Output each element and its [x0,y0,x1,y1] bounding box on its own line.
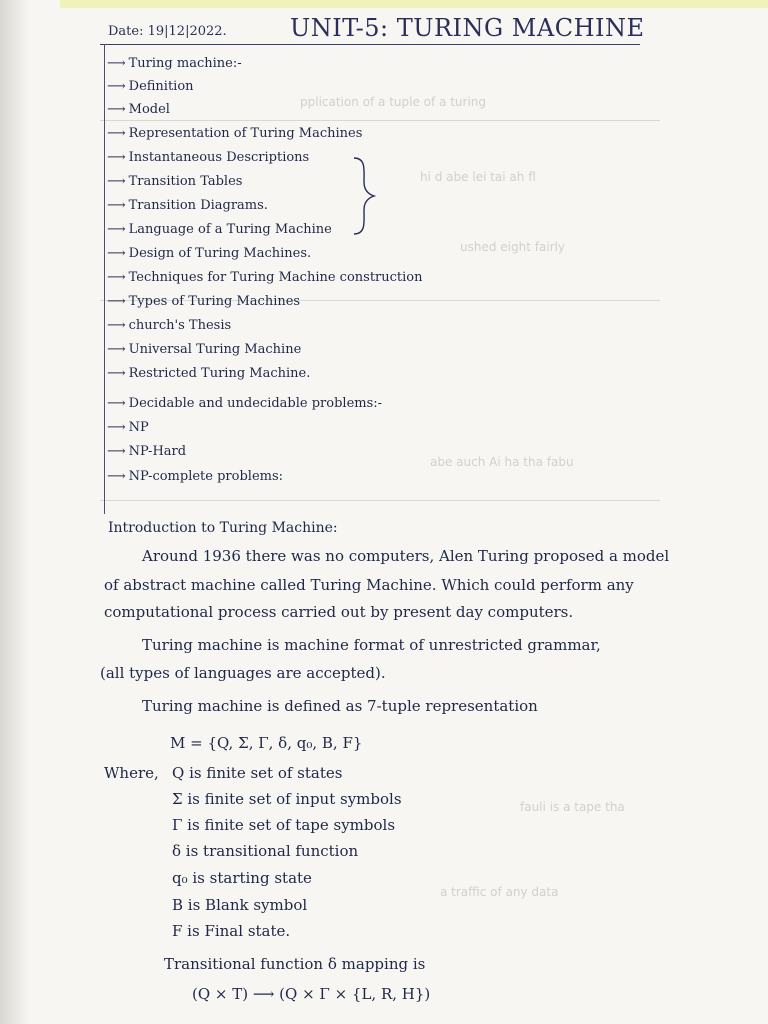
topic-item: ⟶ Restricted Turing Machine. [107,366,311,381]
definition-line: Q is finite set of states [172,764,343,782]
curly-brace-icon [352,156,376,236]
topic-item: ⟶ Representation of Turing Machines [107,126,363,141]
paragraph-line: Turing machine is machine format of unrestricted grammar, [142,636,601,654]
paragraph-line: (all types of languages are accepted). [100,664,386,682]
paragraph-line: of abstract machine called Turing Machine. Which could perform any [104,576,634,594]
arrow-icon: ⟶ [107,420,126,435]
topic-item: ⟶ Techniques for Turing Machine construction [107,270,423,285]
page-binding-shadow [0,0,30,1024]
arrow-icon: ⟶ [107,444,126,459]
topic-item: ⟶ Universal Turing Machine [107,342,302,357]
arrow-icon: ⟶ [107,294,126,309]
definition-line: Γ is finite set of tape symbols [172,816,396,834]
paragraph-line: Turing machine is defined as 7-tuple representation [142,697,538,715]
topic-item: ⟶ NP [107,420,149,435]
arrow-icon: ⟶ [107,342,126,357]
top-highlight-strip [60,0,768,8]
arrow-icon: ⟶ [107,198,126,213]
topic-item: ⟶ Instantaneous Descriptions [107,150,310,165]
topic-item: ⟶ NP-Hard [107,444,187,459]
arrow-icon: ⟶ [107,79,126,94]
arrow-icon: ⟶ [107,246,126,261]
arrow-icon: ⟶ [107,102,126,117]
arrow-icon: ⟶ [107,150,126,165]
arrow-icon: ⟶ [107,222,126,237]
topic-item: ⟶ Model [107,102,170,117]
arrow-icon: ⟶ [107,270,126,285]
arrow-icon: ⟶ [107,56,126,71]
tuple-definition: M = {Q, Σ, Γ, δ, q₀, B, F} [170,734,363,752]
definition-line: Σ is finite set of input symbols [172,790,402,808]
arrow-icon: ⟶ [107,366,126,381]
header-underline [100,44,640,45]
notebook-page: pplication of a tuple of a turing hi d abe lei tai ah fl ushed eight fairly abe auch Ai ha tha fabu fauli is a tape tha a traffic of any data Date: 19|12|2022. UNIT-5: TURING MACHINE ⟶ Turing machine:- ⟶ Definition ⟶ Model ⟶ Representation of Turing Machines ⟶ Instantaneous Descriptions ⟶ Transition Tables ⟶ Transition Diagrams. ⟶ Language of a Turing Machine ⟶ Design of Turing Machines. ⟶ Techniques for Turing Machine construction ⟶ Types of Turing Machines ⟶ church's Thesis ⟶ Universal Turing Machine ⟶ Restricted Turing Machine. ⟶ Decidable and undecidable problems:- ⟶ NP ⟶ NP-Hard ⟶ NP-complete problems: Introduction to Turing Machine: Around 1936 there was no computers, Alen Turing proposed a model of abstract machine called Turing Machine. Which could perform any computational process carried out by present day computers. Turing machine is machine format of unrestricted grammar, (all types of languages are accepted). Turing machine is defined as 7-tuple representation M = {Q, Σ, Γ, δ, q₀, B, F} Where, Q is finite set of states Σ is finite set of input symbols Γ is finite set of tape symbols δ is transitional function q₀ is starting state B is Blank symbol F is Final state. Transitional function δ mapping is (Q × T) ⟶ (Q × Γ × {L, R, H}) [0,0,768,1024]
arrow-icon: ⟶ [107,126,126,141]
topic-item: ⟶ NP-complete problems: [107,469,284,484]
paragraph-line: Around 1936 there was no computers, Alen Turing proposed a model [142,547,670,565]
definition-line: q₀ is starting state [172,869,312,887]
arrow-icon: ⟶ [107,469,126,484]
ruled-line [100,500,660,501]
arrow-icon: ⟶ [107,396,126,411]
intro-heading: Introduction to Turing Machine: [108,520,338,536]
topic-item: ⟶ Transition Diagrams. [107,198,268,213]
topic-item: ⟶ Types of Turing Machines [107,294,301,309]
topic-item: ⟶ Design of Turing Machines. [107,246,312,261]
arrow-icon: ⟶ [107,174,126,189]
ruled-line [100,120,660,121]
transition-line: Transitional function δ mapping is [164,955,426,973]
arrow-icon: ⟶ [107,318,126,333]
mapping-formula: (Q × T) ⟶ (Q × Γ × {L, R, H}) [192,985,431,1003]
where-label: Where, [104,764,159,782]
topic-item: ⟶ Turing machine:- [107,56,242,71]
topic-item: ⟶ Language of a Turing Machine [107,222,332,237]
paragraph-line: computational process carried out by present day computers. [104,603,574,621]
topic-item: ⟶ Decidable and undecidable problems:- [107,396,383,411]
topic-item: ⟶ Transition Tables [107,174,243,189]
date-label: Date: 19|12|2022. [108,24,227,39]
page-title: UNIT-5: TURING MACHINE [290,14,645,42]
definition-line: δ is transitional function [172,842,359,860]
margin-line [104,44,105,514]
definition-line: B is Blank symbol [172,896,308,914]
topic-item: ⟶ church's Thesis [107,318,232,333]
topic-item: ⟶ Definition [107,79,194,94]
definition-line: F is Final state. [172,922,291,940]
